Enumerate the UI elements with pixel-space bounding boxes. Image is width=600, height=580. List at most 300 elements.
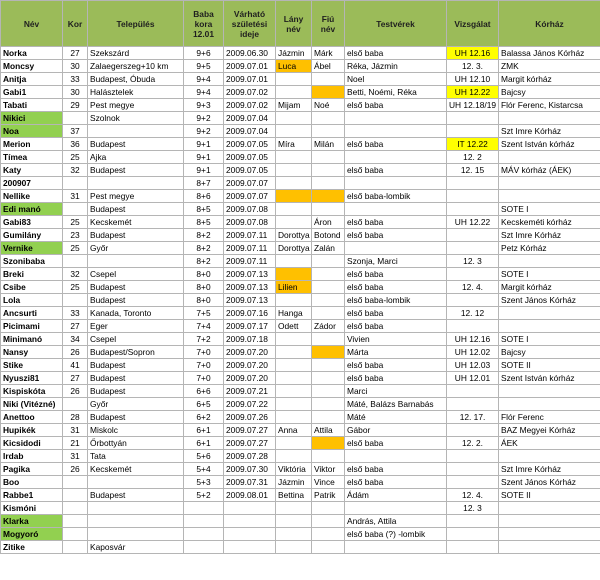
cell-vizsgalat	[447, 112, 499, 125]
cell-varhato-szuletes: 2009.07.13	[224, 281, 276, 294]
cell-nev: Stike	[1, 359, 63, 372]
cell-telepules	[88, 502, 184, 515]
cell-testverek: András, Attila	[345, 515, 447, 528]
cell-varhato-szuletes: 2009.07.05	[224, 151, 276, 164]
cell-korhaz	[499, 255, 600, 268]
cell-nev: Picimami	[1, 320, 63, 333]
cell-vizsgalat	[447, 476, 499, 489]
table-row	[1, 164, 600, 177]
cell-varhato-szuletes: 2009.07.13	[224, 294, 276, 307]
cell-korhaz	[499, 450, 600, 463]
cell-nev: Klarka	[1, 515, 63, 528]
cell-nev: Szonibaba	[1, 255, 63, 268]
cell-lany-nev	[276, 515, 312, 528]
cell-baba-kora: 8+2	[184, 229, 224, 242]
table-row	[1, 86, 600, 99]
cell-vizsgalat	[447, 190, 499, 203]
cell-telepules	[88, 476, 184, 489]
cell-nev: Merion	[1, 138, 63, 151]
cell-lany-nev	[276, 359, 312, 372]
cell-fiu-nev: Áron	[312, 216, 345, 229]
table-row	[1, 463, 600, 476]
cell-fiu-nev	[312, 450, 345, 463]
cell-varhato-szuletes	[224, 502, 276, 515]
cell-korhaz: Szt Imre Kórház	[499, 463, 600, 476]
cell-lany-nev	[276, 541, 312, 554]
cell-vizsgalat: UH 12.02	[447, 346, 499, 359]
cell-testverek: első baba	[345, 359, 447, 372]
cell-kor	[63, 502, 88, 515]
cell-korhaz	[499, 528, 600, 541]
cell-baba-kora: 6+2	[184, 411, 224, 424]
cell-testverek	[345, 502, 447, 515]
cell-baba-kora: 5+6	[184, 450, 224, 463]
cell-varhato-szuletes: 2009.07.26	[224, 411, 276, 424]
header-baba-kora: Baba kora 12.01	[184, 1, 224, 47]
cell-korhaz: SOTE II	[499, 489, 600, 502]
cell-korhaz: Flór Ferenc, Kistarcsa	[499, 99, 600, 112]
cell-varhato-szuletes	[224, 541, 276, 554]
cell-telepules: Budapest	[88, 489, 184, 502]
cell-korhaz	[499, 502, 600, 515]
cell-testverek: első baba	[345, 437, 447, 450]
cell-baba-kora: 8+0	[184, 281, 224, 294]
cell-lany-nev	[276, 385, 312, 398]
cell-baba-kora: 6+1	[184, 437, 224, 450]
cell-testverek: Gábor	[345, 424, 447, 437]
cell-lany-nev	[276, 268, 312, 281]
table-row	[1, 216, 600, 229]
cell-vizsgalat	[447, 268, 499, 281]
cell-kor: 36	[63, 138, 88, 151]
cell-kor: 34	[63, 333, 88, 346]
table-row	[1, 528, 600, 541]
cell-kor: 26	[63, 463, 88, 476]
table-row	[1, 515, 600, 528]
cell-baba-kora: 7+4	[184, 320, 224, 333]
cell-kor: 26	[63, 385, 88, 398]
cell-korhaz	[499, 320, 600, 333]
cell-vizsgalat	[447, 177, 499, 190]
cell-fiu-nev	[312, 177, 345, 190]
cell-baba-kora	[184, 528, 224, 541]
table-row	[1, 112, 600, 125]
cell-korhaz: Szent István kórház	[499, 138, 600, 151]
cell-lany-nev	[276, 112, 312, 125]
cell-fiu-nev	[312, 411, 345, 424]
cell-vizsgalat	[447, 294, 499, 307]
cell-telepules: Csepel	[88, 268, 184, 281]
cell-varhato-szuletes: 2009.07.02	[224, 99, 276, 112]
cell-nev: Noa	[1, 125, 63, 138]
header-nev: Név	[1, 1, 63, 47]
table-row	[1, 151, 600, 164]
cell-fiu-nev	[312, 125, 345, 138]
cell-lany-nev	[276, 255, 312, 268]
cell-testverek: első baba	[345, 281, 447, 294]
header-testverek: Testvérek	[345, 1, 447, 47]
table-row	[1, 138, 600, 151]
cell-nev: Katy	[1, 164, 63, 177]
cell-fiu-nev	[312, 346, 345, 359]
cell-fiu-nev: Milán	[312, 138, 345, 151]
cell-korhaz: SOTE I	[499, 333, 600, 346]
cell-fiu-nev	[312, 372, 345, 385]
cell-telepules: Pest megye	[88, 190, 184, 203]
cell-nev: Gabi1	[1, 86, 63, 99]
cell-kor: 31	[63, 424, 88, 437]
cell-kor: 41	[63, 359, 88, 372]
cell-baba-kora: 9+5	[184, 60, 224, 73]
cell-vizsgalat: UH 12.22	[447, 216, 499, 229]
cell-varhato-szuletes: 2009.07.05	[224, 138, 276, 151]
cell-baba-kora: 9+6	[184, 47, 224, 60]
cell-nev: Norka	[1, 47, 63, 60]
cell-baba-kora: 9+3	[184, 99, 224, 112]
cell-testverek: első baba	[345, 463, 447, 476]
cell-fiu-nev	[312, 398, 345, 411]
cell-baba-kora: 8+6	[184, 190, 224, 203]
cell-lany-nev: Lilien	[276, 281, 312, 294]
header-kor: Kor	[63, 1, 88, 47]
cell-kor	[63, 489, 88, 502]
cell-testverek: Betti, Noémi, Réka	[345, 86, 447, 99]
cell-kor: 33	[63, 307, 88, 320]
cell-testverek: első baba	[345, 268, 447, 281]
cell-lany-nev: Bettina	[276, 489, 312, 502]
cell-fiu-nev	[312, 437, 345, 450]
cell-varhato-szuletes: 2009.07.28	[224, 450, 276, 463]
cell-varhato-szuletes: 2009.07.17	[224, 320, 276, 333]
cell-fiu-nev	[312, 86, 345, 99]
cell-varhato-szuletes: 2009.07.11	[224, 242, 276, 255]
table-row	[1, 411, 600, 424]
cell-telepules: Győr	[88, 398, 184, 411]
cell-korhaz: MÁV kórház (ÁEK)	[499, 164, 600, 177]
table-row	[1, 203, 600, 216]
cell-baba-kora: 8+2	[184, 242, 224, 255]
cell-fiu-nev: Ábel	[312, 60, 345, 73]
cell-telepules: Budapest	[88, 359, 184, 372]
cell-vizsgalat: 12. 12	[447, 307, 499, 320]
cell-kor: 25	[63, 151, 88, 164]
table-row	[1, 489, 600, 502]
cell-telepules	[88, 528, 184, 541]
cell-korhaz	[499, 385, 600, 398]
cell-varhato-szuletes: 2009.07.01	[224, 60, 276, 73]
cell-korhaz	[499, 112, 600, 125]
cell-baba-kora: 9+4	[184, 86, 224, 99]
cell-kor	[63, 398, 88, 411]
cell-testverek: Márta	[345, 346, 447, 359]
cell-lany-nev: Dorottya	[276, 242, 312, 255]
cell-nev: Rabbe1	[1, 489, 63, 502]
cell-lany-nev: Hanga	[276, 307, 312, 320]
cell-korhaz: Szent István kórház	[499, 372, 600, 385]
cell-lany-nev	[276, 177, 312, 190]
cell-lany-nev	[276, 294, 312, 307]
cell-vizsgalat	[447, 229, 499, 242]
cell-fiu-nev	[312, 268, 345, 281]
cell-nev: Kispiskóta	[1, 385, 63, 398]
table-row	[1, 320, 600, 333]
cell-kor: 26	[63, 346, 88, 359]
cell-fiu-nev	[312, 541, 345, 554]
cell-telepules: Tata	[88, 450, 184, 463]
cell-korhaz: Szt Imre Kórház	[499, 125, 600, 138]
cell-fiu-nev	[312, 190, 345, 203]
cell-korhaz	[499, 398, 600, 411]
cell-testverek: első baba	[345, 320, 447, 333]
cell-baba-kora: 9+1	[184, 164, 224, 177]
cell-telepules: Csepel	[88, 333, 184, 346]
cell-vizsgalat	[447, 242, 499, 255]
cell-fiu-nev: Attila	[312, 424, 345, 437]
cell-nev: Kismóni	[1, 502, 63, 515]
cell-telepules: Ajka	[88, 151, 184, 164]
cell-telepules: Miskolc	[88, 424, 184, 437]
cell-testverek	[345, 125, 447, 138]
cell-nev: Nellike	[1, 190, 63, 203]
cell-vizsgalat: 12. 4.	[447, 281, 499, 294]
cell-testverek: első baba	[345, 476, 447, 489]
cell-fiu-nev	[312, 255, 345, 268]
cell-telepules: Őrbottyán	[88, 437, 184, 450]
cell-testverek: első baba	[345, 164, 447, 177]
table-row	[1, 359, 600, 372]
table-row	[1, 307, 600, 320]
table-row	[1, 476, 600, 489]
cell-testverek: Noel	[345, 73, 447, 86]
cell-vizsgalat: UH 12.18/19	[447, 99, 499, 112]
table-row	[1, 294, 600, 307]
table-row	[1, 424, 600, 437]
cell-lany-nev: Odett	[276, 320, 312, 333]
cell-lany-nev	[276, 437, 312, 450]
cell-varhato-szuletes: 2009.07.20	[224, 372, 276, 385]
cell-telepules: Budapest	[88, 281, 184, 294]
cell-korhaz: Szt Imre Kórház	[499, 229, 600, 242]
table-row	[1, 333, 600, 346]
cell-korhaz	[499, 515, 600, 528]
cell-kor: 25	[63, 242, 88, 255]
cell-testverek: első baba	[345, 138, 447, 151]
cell-testverek: Máté, Balázs Barnabás	[345, 398, 447, 411]
cell-testverek: Réka, Jázmin	[345, 60, 447, 73]
cell-korhaz: SOTE I	[499, 268, 600, 281]
cell-testverek: Ádám	[345, 489, 447, 502]
cell-baba-kora: 7+0	[184, 372, 224, 385]
header-row	[1, 1, 600, 47]
cell-vizsgalat: 12. 3.	[447, 60, 499, 73]
cell-nev: Csibe	[1, 281, 63, 294]
cell-telepules: Kecskemét	[88, 463, 184, 476]
cell-testverek: első baba-lombik	[345, 190, 447, 203]
cell-testverek	[345, 541, 447, 554]
cell-varhato-szuletes: 2009.07.13	[224, 268, 276, 281]
cell-vizsgalat	[447, 385, 499, 398]
cell-kor: 31	[63, 190, 88, 203]
cell-kor	[63, 177, 88, 190]
cell-fiu-nev: Noé	[312, 99, 345, 112]
cell-baba-kora: 9+4	[184, 73, 224, 86]
cell-korhaz	[499, 307, 600, 320]
table-row	[1, 346, 600, 359]
table-body	[1, 47, 600, 554]
cell-varhato-szuletes: 2009.07.22	[224, 398, 276, 411]
table-row	[1, 190, 600, 203]
cell-lany-nev	[276, 502, 312, 515]
cell-korhaz: Szent János Kórház	[499, 294, 600, 307]
cell-testverek: első baba (?) -lombik	[345, 528, 447, 541]
cell-testverek: első baba	[345, 307, 447, 320]
cell-kor	[63, 294, 88, 307]
cell-telepules: Győr	[88, 242, 184, 255]
cell-baba-kora	[184, 515, 224, 528]
cell-baba-kora: 9+1	[184, 138, 224, 151]
table-row	[1, 268, 600, 281]
cell-testverek: első baba-lombik	[345, 294, 447, 307]
cell-nev: Zitike	[1, 541, 63, 554]
cell-lany-nev: Mijam	[276, 99, 312, 112]
cell-baba-kora	[184, 541, 224, 554]
table-row	[1, 47, 600, 60]
cell-korhaz	[499, 151, 600, 164]
cell-vizsgalat	[447, 541, 499, 554]
cell-kor: 28	[63, 411, 88, 424]
cell-telepules: Budapest/Sopron	[88, 346, 184, 359]
cell-varhato-szuletes: 2009.07.05	[224, 164, 276, 177]
table-row	[1, 502, 600, 515]
cell-varhato-szuletes: 2009.08.01	[224, 489, 276, 502]
cell-nev: Edi manó	[1, 203, 63, 216]
cell-baba-kora: 8+5	[184, 216, 224, 229]
cell-fiu-nev	[312, 164, 345, 177]
cell-baba-kora: 9+1	[184, 151, 224, 164]
cell-kor	[63, 476, 88, 489]
header-lany-nev: Lány név	[276, 1, 312, 47]
cell-kor: 30	[63, 86, 88, 99]
cell-vizsgalat: IT 12.22	[447, 138, 499, 151]
cell-nev: Tímea	[1, 151, 63, 164]
cell-vizsgalat: UH 12.01	[447, 372, 499, 385]
cell-varhato-szuletes: 2009.07.11	[224, 229, 276, 242]
cell-baba-kora: 9+2	[184, 125, 224, 138]
cell-testverek: Szonja, Marci	[345, 255, 447, 268]
cell-telepules: Szolnok	[88, 112, 184, 125]
cell-korhaz: Margit kórház	[499, 73, 600, 86]
cell-nev: Gumilány	[1, 229, 63, 242]
cell-vizsgalat	[447, 528, 499, 541]
table-row	[1, 242, 600, 255]
cell-varhato-szuletes: 2009.07.04	[224, 125, 276, 138]
cell-nev: Hupikék	[1, 424, 63, 437]
cell-baba-kora	[184, 502, 224, 515]
cell-telepules: Budapest	[88, 372, 184, 385]
cell-baba-kora: 8+7	[184, 177, 224, 190]
cell-korhaz: Bajcsy	[499, 86, 600, 99]
table-row	[1, 450, 600, 463]
cell-korhaz: SOTE I	[499, 203, 600, 216]
cell-kor: 32	[63, 268, 88, 281]
cell-lany-nev: Luca	[276, 60, 312, 73]
cell-kor: 29	[63, 99, 88, 112]
cell-testverek	[345, 203, 447, 216]
cell-fiu-nev	[312, 294, 345, 307]
cell-testverek: első baba	[345, 372, 447, 385]
table-row	[1, 177, 600, 190]
cell-fiu-nev	[312, 333, 345, 346]
table-row	[1, 541, 600, 554]
cell-kor: 25	[63, 281, 88, 294]
cell-korhaz: Szent János Kórház	[499, 476, 600, 489]
cell-kor: 27	[63, 320, 88, 333]
cell-baba-kora: 8+5	[184, 203, 224, 216]
table-row	[1, 437, 600, 450]
cell-telepules: Budapest	[88, 138, 184, 151]
cell-telepules: Kecskemét	[88, 216, 184, 229]
cell-vizsgalat	[447, 424, 499, 437]
cell-kor: 30	[63, 60, 88, 73]
cell-lany-nev	[276, 411, 312, 424]
header-varhato-szuletes: Várható születési ideje	[224, 1, 276, 47]
cell-telepules: Budapest	[88, 385, 184, 398]
cell-lany-nev: Jázmin	[276, 476, 312, 489]
cell-telepules: Pest megye	[88, 99, 184, 112]
table-row	[1, 398, 600, 411]
cell-testverek	[345, 151, 447, 164]
cell-korhaz: ZMK	[499, 60, 600, 73]
cell-nev: Vernike	[1, 242, 63, 255]
cell-vizsgalat: UH 12.10	[447, 73, 499, 86]
cell-varhato-szuletes: 2009.07.20	[224, 346, 276, 359]
cell-lany-nev	[276, 398, 312, 411]
cell-nev: Mogyoró	[1, 528, 63, 541]
cell-varhato-szuletes: 2009.07.21	[224, 385, 276, 398]
header-fiu-nev: Fiú név	[312, 1, 345, 47]
cell-testverek: Vivien	[345, 333, 447, 346]
cell-fiu-nev	[312, 502, 345, 515]
cell-fiu-nev	[312, 528, 345, 541]
cell-lany-nev	[276, 164, 312, 177]
cell-varhato-szuletes: 2009.06.30	[224, 47, 276, 60]
cell-korhaz: ÁEK	[499, 437, 600, 450]
cell-vizsgalat: UH 12.22	[447, 86, 499, 99]
cell-varhato-szuletes: 2009.07.02	[224, 86, 276, 99]
cell-kor	[63, 528, 88, 541]
cell-baba-kora: 7+5	[184, 307, 224, 320]
cell-fiu-nev: Zalán	[312, 242, 345, 255]
cell-nev: Minimanó	[1, 333, 63, 346]
cell-lany-nev	[276, 203, 312, 216]
cell-telepules	[88, 515, 184, 528]
cell-nev: Lola	[1, 294, 63, 307]
cell-baba-kora: 6+5	[184, 398, 224, 411]
cell-baba-kora: 5+4	[184, 463, 224, 476]
table-row	[1, 73, 600, 86]
cell-nev: Irdab	[1, 450, 63, 463]
cell-varhato-szuletes: 2009.07.31	[224, 476, 276, 489]
cell-kor: 31	[63, 450, 88, 463]
cell-fiu-nev	[312, 385, 345, 398]
cell-nev: Pagika	[1, 463, 63, 476]
cell-varhato-szuletes: 2009.07.30	[224, 463, 276, 476]
cell-vizsgalat: 12. 17.	[447, 411, 499, 424]
cell-fiu-nev: Zádor	[312, 320, 345, 333]
cell-nev: 200907	[1, 177, 63, 190]
cell-lany-nev: Míra	[276, 138, 312, 151]
cell-vizsgalat: 12. 3	[447, 502, 499, 515]
